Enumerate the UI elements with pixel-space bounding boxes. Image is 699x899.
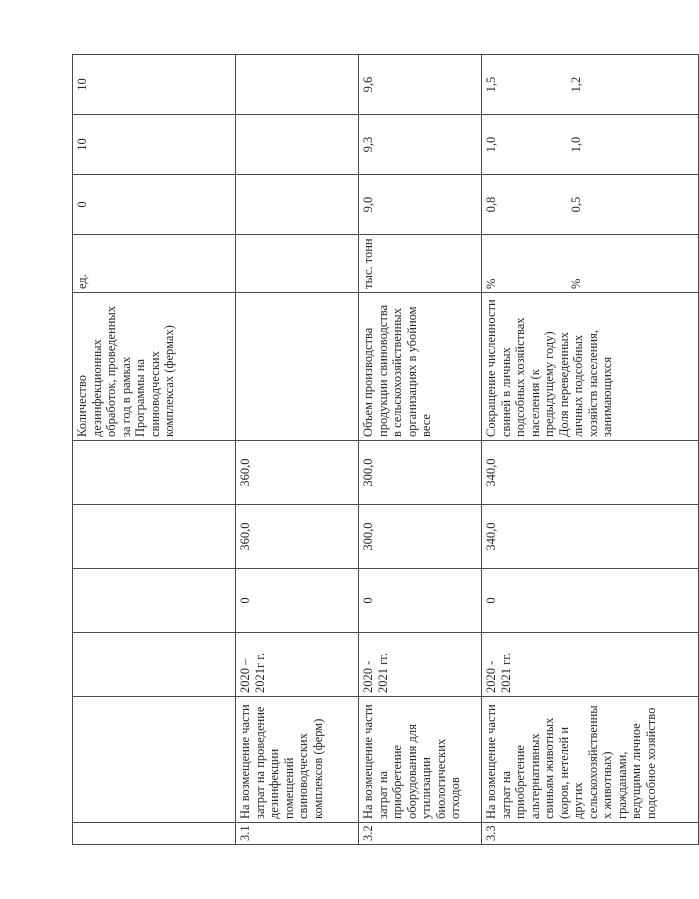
value-cell: 340,0: [482, 505, 699, 569]
value-primary: 1,5: [484, 76, 498, 93]
indicator-cell: [236, 293, 359, 441]
unit-secondary: %: [568, 278, 583, 289]
value-cell: [73, 505, 236, 569]
value-cell: 0: [359, 569, 482, 633]
value-primary: 0,8: [484, 196, 498, 213]
indicator-cell: Объем производства продукции свиноводства в сельскохозяйственных организациях в убойном весе: [359, 293, 482, 441]
unit-cell: [236, 235, 359, 293]
table-row: [73, 55, 236, 845]
measure-name-cell: На возмещение части затрат на приобретение альтернативных свиньям животных (коров, нетелей и других сельскохозяйственных животных) гражданами, ведущими личное подсобное хозяйство: [482, 697, 699, 823]
indicator-value-cell: 10: [73, 115, 236, 175]
value-cell: 360,0: [236, 505, 359, 569]
indicator-value-cell: 9,3: [359, 115, 482, 175]
measure-name-cell: На возмещение части затрат на приобретение оборудования для утилизации биологических отходов: [359, 697, 482, 823]
measure-name-cell: На возмещение части затрат на проведение дезинфекции помещений свиноводческих комплексов (ферм): [236, 697, 359, 823]
value-cell: 340,0: [482, 441, 699, 505]
table-row: [236, 55, 359, 845]
indicator-value-cell: [236, 115, 359, 175]
period-cell: 2020 - 2021 гг.: [359, 633, 482, 697]
value-secondary: 1,2: [568, 76, 583, 93]
indicator-value-cell: [236, 175, 359, 235]
value-cell: 0: [236, 569, 359, 633]
indicator-value-cell: 9,0: [359, 175, 482, 235]
unit-cell: тыс. тонн: [359, 235, 482, 293]
program-measures-table: [72, 54, 699, 845]
period-cell: 2020 - 2021 гг.: [482, 633, 699, 697]
indicator-text: Сокращение численности свиней в личных подсобных хозяйствах населения (к предыдущему году): [484, 299, 556, 437]
value-secondary: 0,5: [568, 196, 583, 213]
unit-primary: %: [484, 278, 498, 289]
indicator-value-cell: [482, 55, 699, 115]
unit-cell: [482, 235, 699, 293]
row-number-cell: 3.2: [359, 823, 482, 845]
row-number-cell: 3.3: [482, 823, 699, 845]
row-number-cell: 3.1: [236, 823, 359, 845]
row-number-cell: [73, 823, 236, 845]
value-cell: 360,0: [236, 441, 359, 505]
value-cell: [73, 441, 236, 505]
period-cell: [73, 633, 236, 697]
value-cell: [73, 569, 236, 633]
indicator-text-secondary: Доля переведенных личных подсобных хозяйств населения, занимающихся: [556, 330, 614, 437]
table-row: [482, 55, 699, 845]
value-cell: 0: [482, 569, 699, 633]
indicator-value-cell: 0: [73, 175, 236, 235]
period-cell: 2020 – 2021г г.: [236, 633, 359, 697]
indicator-cell: [482, 293, 699, 441]
indicator-value-cell: 9,6: [359, 55, 482, 115]
value-primary: 1,0: [484, 136, 498, 153]
value-cell: 300,0: [359, 505, 482, 569]
value-secondary: 1,0: [568, 136, 583, 153]
value-cell: 300,0: [359, 441, 482, 505]
measure-name-cell: [73, 697, 236, 823]
indicator-value-cell: 10: [73, 55, 236, 115]
table-row: [359, 55, 482, 845]
indicator-value-cell: [482, 115, 699, 175]
indicator-cell: Количество дезинфекционных обработок, проведенных за год в рамках Программы на свиноводческих комплексах (фермах): [73, 293, 236, 441]
unit-cell: ед.: [73, 235, 236, 293]
indicator-value-cell: [236, 55, 359, 115]
rotated-table-wrapper: [72, 55, 658, 845]
indicator-value-cell: [482, 175, 699, 235]
